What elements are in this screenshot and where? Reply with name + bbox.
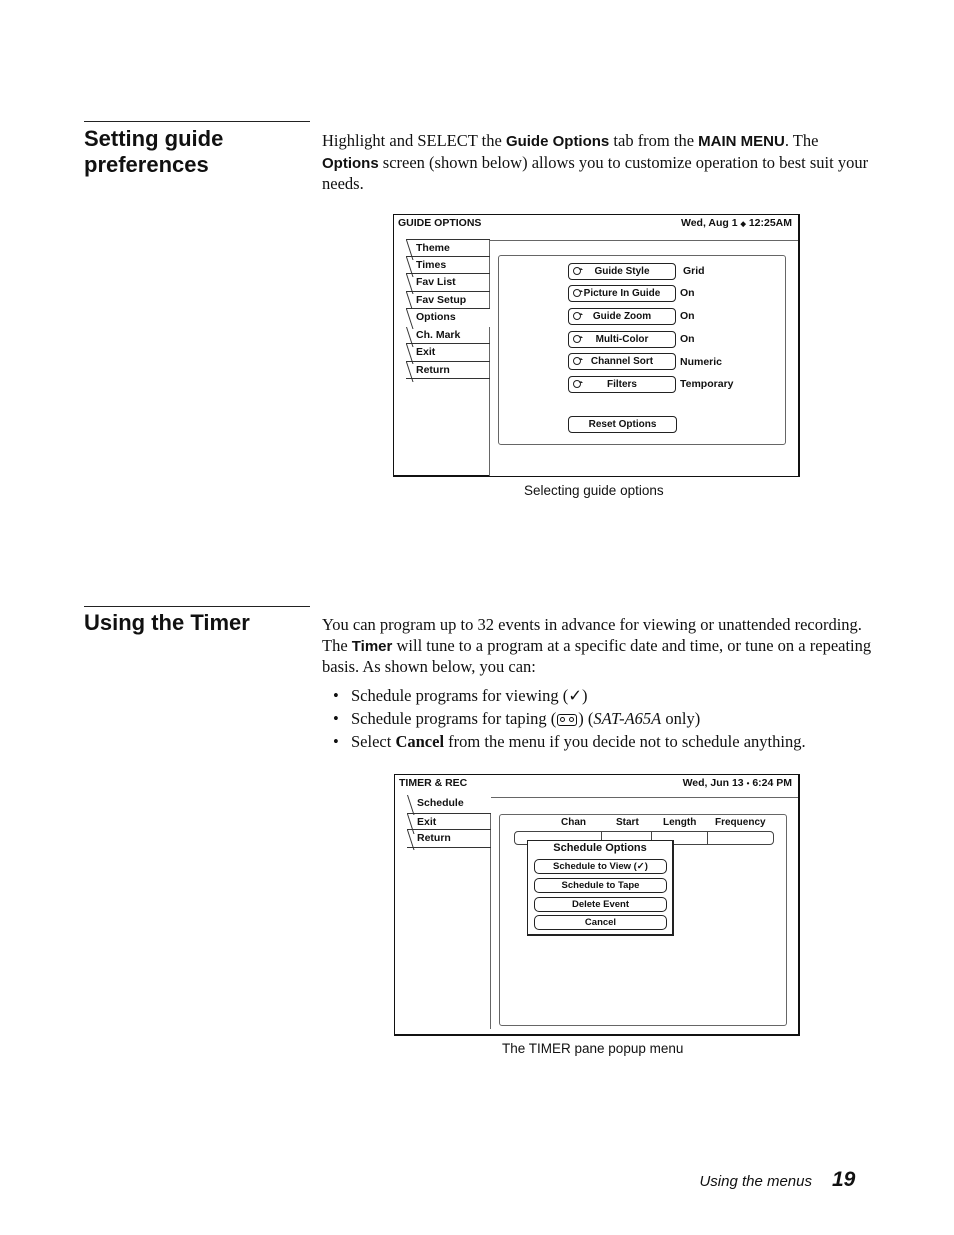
guide-zoom-button[interactable]: Guide Zoom <box>568 308 676 325</box>
section-heading-using-timer: Using the Timer <box>84 610 250 635</box>
screen-title: GUIDE OPTIONS <box>398 217 482 229</box>
cancel-button[interactable]: Cancel <box>534 915 667 930</box>
schedule-to-view-button[interactable]: Schedule to View (✓) <box>534 859 667 874</box>
guide-options-paragraph: Highlight and SELECT the Guide Options tab from the MAIN MENU. The Options screen (shown below) allows you to customize operation to best suit your needs. <box>322 131 869 193</box>
guide-style-value: Grid <box>683 265 705 277</box>
screen-datetime: Wed, Aug 1 ◆ 12:25AM <box>680 217 792 229</box>
tab-fav-setup[interactable]: Fav Setup <box>406 292 490 310</box>
section-rule <box>84 606 310 607</box>
channel-sort-value: Numeric <box>680 356 723 368</box>
delete-event-button[interactable]: Delete Event <box>534 897 667 912</box>
figure-caption: The TIMER pane popup menu <box>502 1041 684 1056</box>
guide-style-button[interactable]: Guide Style <box>568 263 676 280</box>
tab-ch-mark[interactable]: Ch. Mark <box>406 327 490 345</box>
multi-color-value: On <box>680 333 695 345</box>
column-divider <box>707 832 708 844</box>
section-heading-guide-preferences <box>84 126 223 178</box>
tab-fav-list[interactable]: Fav List <box>406 274 490 292</box>
cycle-icon <box>573 335 581 343</box>
picture-in-guide-button[interactable]: Picture In Guide <box>568 285 676 302</box>
column-header-start: Start <box>616 817 639 828</box>
schedule-to-tape-button[interactable]: Schedule to Tape <box>534 878 667 893</box>
picture-in-guide-value: On <box>680 287 695 299</box>
timer-bullet-list <box>333 684 806 753</box>
tab-return[interactable]: Return <box>406 362 490 380</box>
tab-options[interactable]: Options <box>406 309 490 327</box>
tab-times[interactable]: Times <box>406 257 490 275</box>
column-header-length: Length <box>663 817 697 828</box>
guide-zoom-value: On <box>680 310 695 322</box>
heading-line: preferences <box>84 152 209 177</box>
tab-return[interactable]: Return <box>407 830 491 848</box>
column-header-frequency: Frequency <box>715 817 766 828</box>
heading-line: Setting guide <box>84 126 224 151</box>
cycle-icon <box>573 357 581 365</box>
cycle-icon <box>573 267 581 275</box>
checkmark-icon: ✓ <box>568 686 583 705</box>
list-item: • Select Cancel from the menu if you decide not to schedule anything. <box>333 730 806 753</box>
multi-color-button[interactable]: Multi-Color <box>568 331 676 348</box>
page-number: 19 <box>832 1168 856 1191</box>
tape-icon <box>557 714 577 726</box>
running-footer: Using the menus <box>699 1173 812 1190</box>
timer-rec-screen <box>394 774 800 1036</box>
tab-exit[interactable]: Exit <box>407 813 491 831</box>
reset-options-button[interactable]: Reset Options <box>568 416 677 433</box>
timer-tabs <box>407 795 491 848</box>
tab-exit[interactable]: Exit <box>406 344 490 362</box>
section-rule <box>84 121 310 122</box>
channel-sort-button[interactable]: Channel Sort <box>568 353 676 370</box>
guide-tabs <box>406 239 490 379</box>
filters-button[interactable]: Filters <box>568 376 676 393</box>
tab-schedule[interactable]: Schedule <box>407 795 491 813</box>
figure-caption: Selecting guide options <box>524 483 664 498</box>
cycle-icon <box>573 312 581 320</box>
list-item: • Schedule programs for viewing (✓) <box>333 684 806 707</box>
screen-datetime: Wed, Jun 13 • 6:24 PM <box>682 777 792 789</box>
tab-theme[interactable]: Theme <box>406 239 490 257</box>
screen-title: TIMER & REC <box>399 777 468 789</box>
list-item: • Schedule programs for taping ( ) (SAT-A65A only) <box>333 707 806 730</box>
guide-options-screen <box>393 214 800 477</box>
timer-intro-paragraph: You can program up to 32 events in advance for viewing or unattended recording. The Timer will tune to a program at a specific date and time, or tune on a repeating basis. As shown below, you can: <box>322 615 872 676</box>
schedule-options-popup <box>527 840 674 936</box>
cycle-icon <box>573 289 581 297</box>
column-header-chan: Chan <box>561 817 586 828</box>
cycle-icon <box>573 380 581 388</box>
popup-title: Schedule Options <box>553 842 647 854</box>
filters-value: Temporary <box>680 378 734 390</box>
